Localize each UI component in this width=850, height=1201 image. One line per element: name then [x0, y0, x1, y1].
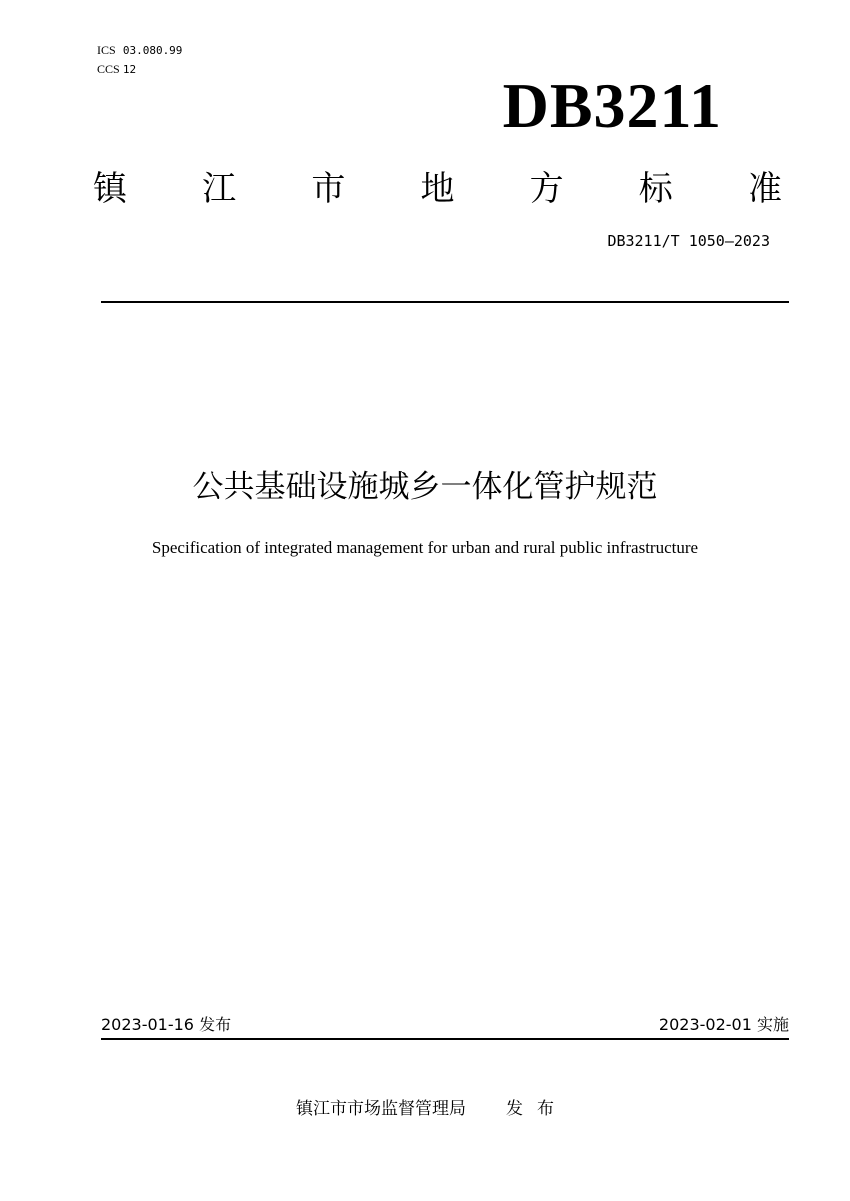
ccs-value: 12 — [122, 63, 137, 76]
ccs-line — [97, 60, 182, 79]
title-char: 方 — [529, 168, 564, 209]
ics-line — [97, 41, 182, 60]
ics-label: ICS — [97, 43, 116, 57]
title-char: 标 — [638, 168, 673, 209]
publisher-action — [506, 1099, 554, 1119]
publisher-name: 镇江市市场监督管理局 — [296, 1099, 466, 1119]
top-divider — [101, 301, 789, 303]
title-char: 江 — [202, 168, 237, 209]
ccs-label: CCS — [97, 62, 120, 76]
publisher-line — [0, 1097, 850, 1121]
effective-date: 2023-02-01 实施 — [658, 1015, 789, 1034]
title-char: 地 — [420, 168, 455, 209]
document-title-chinese: 公共基础设施城乡一体化管护规范 — [192, 469, 658, 505]
ics-value: 03.080.99 — [122, 44, 183, 57]
title-char: 市 — [311, 168, 346, 209]
bottom-divider — [101, 1038, 789, 1040]
publisher-action-char: 布 — [537, 1099, 554, 1119]
publisher-action-char: 发 — [506, 1099, 523, 1119]
standard-number: DB3211/T 1050—2023 — [607, 232, 770, 250]
standard-type-title — [93, 160, 782, 210]
title-char: 镇 — [93, 168, 127, 209]
standard-code-logo: DB3211 — [502, 70, 722, 141]
document-title-english: Specification of integrated management for urban and rural public infrastructure — [151, 538, 699, 557]
issue-date: 2023-01-16 发布 — [101, 1015, 232, 1034]
title-char: 准 — [747, 168, 782, 209]
classification-block — [97, 41, 182, 79]
